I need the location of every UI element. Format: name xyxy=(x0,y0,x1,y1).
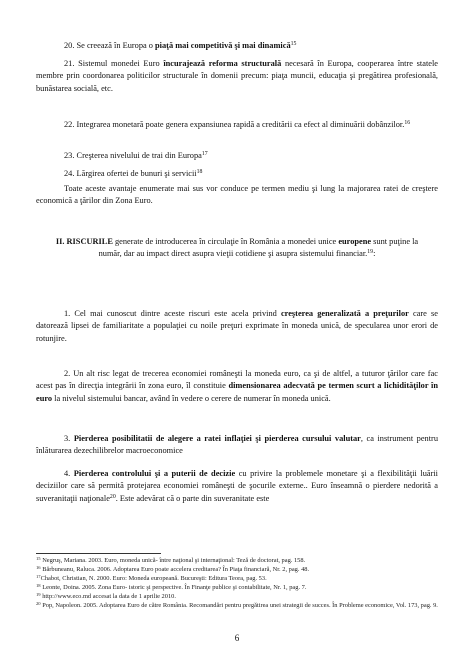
footnote-ref-17: 17 xyxy=(201,151,208,157)
risk-item-2: 2. Un alt risc legat de trecerea economiei româneşti la moneda euro, ca şi de altfel, a tuturor ţărilor care fac acest pas în direcţia integrării în zona euro, îl constituie dimensionarea adecvată pe termen scurt a lichidităţilor în euro la nivelul sistemului bancar, având în vedere o cerere de numerar în moneda unică. xyxy=(36,369,438,403)
footnote-20: $^{20}$ Pop, Napoleon. 2005. Adoptarea Euro de către România. Recomandări pentru pregătirea unei strategii de succes. În Probleme economice, Vol. 173, pag. 9. xyxy=(36,601,438,609)
footnote-15: $^{15}$ Negruş, Mariana. 2003. Euro, moneda unică- între naţional şi internaţional: Teză de doctorat, pag. 158. xyxy=(36,556,306,564)
footnote-ref-20: 20 xyxy=(109,493,116,500)
footnote-18: $^{18}$ Leonte, Doina. 2005. Zona Euro- istoric şi perspective. În Finanţe publice şi contabilitate, Nr. 1, pag. 7. xyxy=(36,583,307,591)
footnote-17: $^{17}$Chabot, Christian, N. 2000. Euro: Moneda europeană. Bucureşti: Editura Teora, pag. 53. xyxy=(36,574,267,582)
footnote-16: $^{16}$ Bărbuneanu, Raluca. 2006. Adoptarea Euro poate accelera creditarea? În Piaţa financiară, Nr. 2, pag. 48. xyxy=(36,565,310,573)
list-item-24: 24. Lărgirea ofertei de bunuri şi servicii$^{18}$ xyxy=(64,169,203,178)
section-heading-risks: II. RISCURILE generate de introducerea în circulaţie în România a monedei unice europene sunt puţine la număr, dar au impact direct asupra vieţii cotidiene şi asupra sistemului financiar.$^{19}$: xyxy=(55,237,419,259)
footnote-ref-18: 18 xyxy=(196,169,203,175)
risk-item-3: 3. Pierderea posibilitatii de alegere a ratei inflaţiei şi pierderea cursului valutar, ca instrument pentru înlăturarea dezechilibrelor macroeconomice xyxy=(36,434,438,456)
list-item-20: 20. Se creează în Europa o piaţă mai competitivă şi mai dinamică$^{15}$ xyxy=(64,41,297,50)
summary-paragraph: Toate aceste avantaje enumerate mai sus vor conduce pe termen mediu şi lung la majorarea ratei de creştere economică a ţărilor din Zona Euro. xyxy=(36,184,438,206)
list-item-23: 23. Creşterea nivelului de trai din Europa$^{17}$ xyxy=(64,151,208,160)
footnote-separator xyxy=(36,553,161,554)
footnote-ref-15: 15 xyxy=(290,41,297,47)
page-number: 6 xyxy=(234,633,240,643)
risk-item-1: 1. Cel mai cunoscut dintre aceste riscuri este acela privind creşterea generalizată a preţurilor care se datorează lipsei de familiaritate a populaţiei cu noile preţuri exprimate în moneda unică, de specularea unor erori de rotunjire. xyxy=(36,309,438,343)
footnote-ref-19: 19 xyxy=(367,249,374,256)
list-item-21: 21. Sistemul monedei Euro încurajează reforma structurală necesară în Europa, cooperarea între statele membre prin coordonarea politicilor structurale în domenii precum: piaţa muncii, educaţia şi pregătirea profesională, bunăstarea socială, etc. xyxy=(36,59,438,93)
footnote-ref-16: 16 xyxy=(404,120,411,126)
footnote-19: $^{19}$ http://www.eco.md accesat la data de 1 aprilie 2010. xyxy=(36,592,176,600)
list-item-22: 22. Integrarea monetară poate genera expansiunea rapidă a creditării ca efect al diminuării dobânzilor.$^{16}$ xyxy=(64,120,411,129)
risk-item-4: 4. Pierderea controlului şi a puterii de decizie cu privire la problemele monetare şi a flexibilităţii luării deciziilor care să permită protejarea economiei româneşti de şocurile externe.. Euro înseamnă o pierdere nedorită a suveranitaţii naţionale$^{20}$. Este adevărat că o parte din suveranitate este xyxy=(36,469,438,503)
